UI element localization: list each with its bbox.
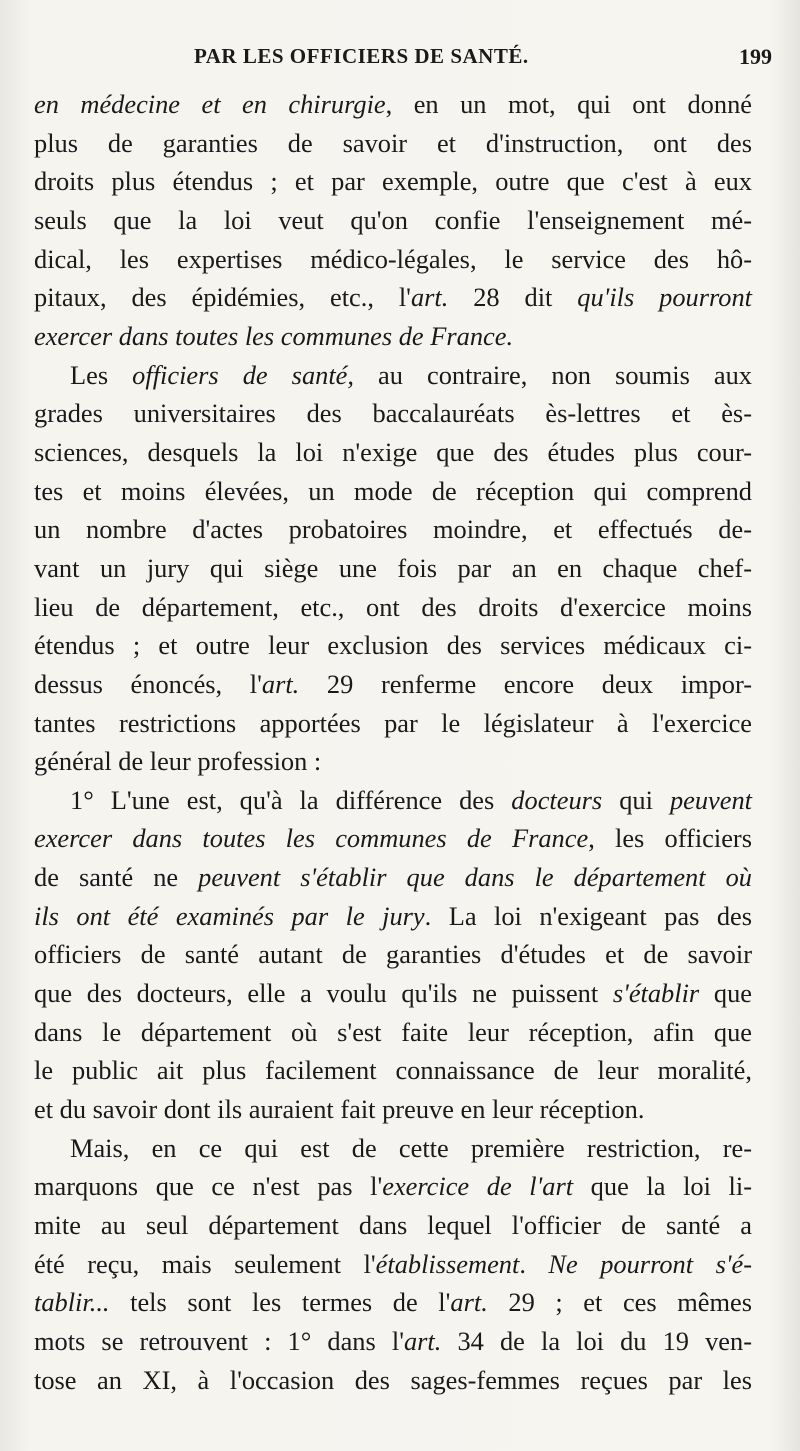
- text-segment: . La loi n'exigeant pas des: [424, 900, 752, 931]
- text-line: [34, 1283, 752, 1322]
- text-line: [34, 1167, 752, 1206]
- text-line: [34, 819, 752, 858]
- page-header: [60, 42, 772, 76]
- text-line: [34, 588, 752, 627]
- text-segment: 1° L'une est, qu'à la différence des: [70, 784, 512, 815]
- italic-text: peuvent s'établir que dans le département où: [198, 862, 752, 893]
- text-segment: que la loi li-: [573, 1171, 752, 1202]
- text-line: [34, 935, 752, 974]
- text-line: [34, 974, 752, 1013]
- italic-text: tablir...: [34, 1287, 110, 1318]
- italic-text: art.: [261, 668, 300, 699]
- text-segment: général de leur profession :: [34, 746, 322, 777]
- text-line: [34, 278, 752, 317]
- text-segment: plus de garanties de savoir et d'instruction, ont des: [34, 127, 752, 158]
- text-segment: lieu de département, etc., ont des droits d'exercice moins: [34, 591, 752, 622]
- text-segment: dessus énoncés, l': [34, 668, 262, 699]
- text-segment: mots se retrouvent : 1° dans l': [34, 1326, 404, 1356]
- italic-text: qu'ils pourront: [577, 282, 753, 313]
- page-number: 199: [739, 44, 772, 69]
- paragraph-block: [34, 85, 752, 1399]
- text-segment: dical, les expertises médico-légales, le service des hô-: [34, 243, 752, 274]
- text-line: [34, 704, 752, 743]
- italic-text: exercer dans toutes les communes de France.: [34, 320, 514, 351]
- text-segment: pitaux, des épidémies, etc., l': [34, 282, 411, 313]
- text-line: [34, 85, 752, 124]
- text-line: [34, 1322, 752, 1361]
- text-line: [34, 858, 752, 897]
- text-segment: Mais, en ce qui est de cette première restriction, re-: [70, 1132, 752, 1163]
- italic-text: docteurs: [511, 784, 603, 815]
- text-segment: étendus ; et outre leur exclusion des services médicaux ci-: [34, 630, 752, 661]
- text-segment: tels sont les termes de l': [109, 1287, 451, 1318]
- italic-text: établissement: [375, 1248, 520, 1279]
- italic-text: art.: [450, 1287, 488, 1318]
- italic-text: exercice de l'art: [382, 1171, 574, 1202]
- text-line: [34, 626, 752, 665]
- text-segment: grades universitaires des baccalauréats ès-lettres et ès-: [34, 398, 752, 429]
- text-segment: sciences, desquels la loi n'exige que des études plus cour-: [34, 436, 752, 467]
- text-segment: un nombre d'actes probatoires moindre, et effectués de-: [34, 514, 752, 545]
- text-segment: Les: [70, 359, 133, 390]
- text-line: [34, 1129, 752, 1168]
- text-line: [34, 1206, 752, 1245]
- italic-text: exercer dans toutes les communes de France: [34, 823, 589, 854]
- text-segment: 28 dit: [448, 282, 578, 313]
- text-line: [34, 356, 752, 395]
- text-line: [34, 472, 752, 511]
- text-line: [34, 897, 752, 936]
- italic-text: officiers de santé,: [132, 359, 354, 390]
- running-title: PAR LES OFFICIERS DE SANTÉ.: [194, 44, 529, 68]
- text-segment: qui: [602, 784, 670, 815]
- body-text: [34, 85, 752, 1399]
- text-segment: 34 de la loi du 19 ven-: [441, 1326, 752, 1356]
- text-segment: .: [519, 1248, 549, 1279]
- text-segment: 29 ; et ces mêmes: [487, 1287, 752, 1318]
- italic-text: peuvent: [669, 784, 753, 815]
- text-line: [34, 510, 752, 549]
- text-segment: et du savoir dont ils auraient fait preuve en leur réception.: [34, 1094, 645, 1125]
- text-segment: 29 renferme encore deux impor-: [299, 668, 752, 699]
- text-segment: tose an XI, à l'occasion des sages-femmes reçues par les: [34, 1364, 752, 1395]
- text-segment: dans le département où s'est faite leur réception, afin que: [34, 1016, 752, 1047]
- text-line: [34, 1245, 752, 1284]
- text-segment: droits plus étendus ; et par exemple, outre que c'est à eux: [34, 166, 752, 197]
- text-line: [34, 1090, 752, 1129]
- text-segment: que: [699, 978, 752, 1009]
- text-line: [34, 549, 752, 588]
- italic-text: s'établir: [612, 978, 700, 1009]
- text-line: [34, 317, 752, 356]
- text-line: [34, 201, 752, 240]
- text-line: [34, 433, 752, 472]
- text-line: [34, 394, 752, 433]
- text-segment: marquons que ce n'est pas l': [34, 1171, 383, 1202]
- italic-text: Ne pourront s'é-: [548, 1248, 752, 1279]
- text-line: [34, 665, 752, 704]
- text-segment: tes et moins élevées, un mode de réception qui comprend: [34, 475, 752, 506]
- text-line: [34, 1361, 752, 1400]
- text-line: [34, 240, 752, 279]
- text-segment: été reçu, mais seulement l': [34, 1248, 376, 1279]
- text-line: [34, 742, 752, 781]
- text-segment: tantes restrictions apportées par le législateur à l'exercice: [34, 707, 752, 738]
- text-segment: , les officiers: [588, 823, 752, 854]
- text-line: [34, 124, 752, 163]
- text-line: [34, 162, 752, 201]
- italic-text: art.: [410, 282, 449, 313]
- text-segment: le public ait plus facilement connaissance de leur moralité,: [34, 1055, 752, 1086]
- italic-text: ils ont été examinés par le jury: [34, 900, 425, 931]
- text-line: [34, 781, 752, 820]
- text-line: [34, 1013, 752, 1052]
- italic-text: art.: [403, 1326, 442, 1356]
- text-segment: que des docteurs, elle a voulu qu'ils ne puissent: [34, 978, 613, 1009]
- text-segment: de santé ne: [34, 862, 199, 893]
- italic-text: en médecine et en chirurgie: [34, 89, 386, 119]
- text-segment: , en un mot, qui ont donné: [385, 89, 752, 119]
- text-segment: seuls que la loi veut qu'on confie l'enseignement mé-: [34, 204, 752, 235]
- text-line: [34, 1051, 752, 1090]
- text-segment: officiers de santé autant de garanties d'études et de savoir: [34, 939, 752, 970]
- text-segment: mite au seul département dans lequel l'officier de santé a: [34, 1210, 752, 1241]
- text-segment: au contraire, non soumis aux: [353, 359, 753, 390]
- text-segment: vant un jury qui siège une fois par an en chaque chef-: [34, 552, 752, 583]
